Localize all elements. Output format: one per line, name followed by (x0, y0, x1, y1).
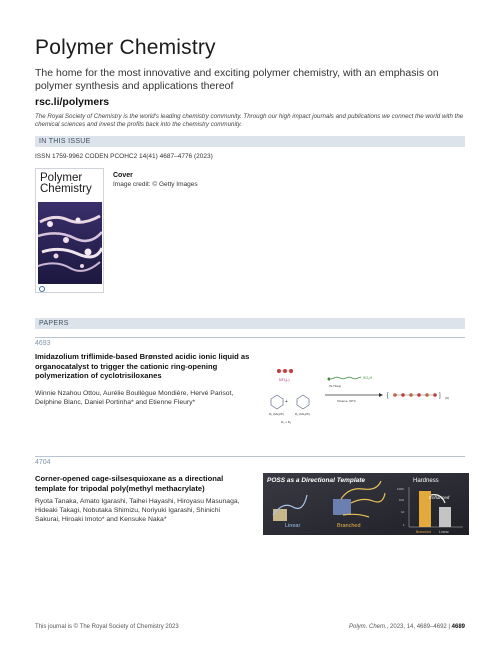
journal-tagline: The home for the most innovative and exciting polymer chemistry, with an emphasis on polymer synthesis and applications thereof (35, 67, 439, 92)
svg-text:D₃ + D₄: D₃ + D₄ (281, 420, 292, 424)
svg-text:Hardness: Hardness (413, 478, 439, 484)
paper-authors: Winnie Nzahou Ottou, Aurélie Boullègue Mondière, Hervé Parisot, Delphine Blanc, Daniel Portinha* and Etienne Fleury* (35, 390, 234, 406)
svg-text:Branched: Branched (416, 530, 431, 534)
journal-url-link[interactable]: rsc.li/polymers (35, 96, 110, 108)
svg-text:Toluene, 90°C: Toluene, 90°C (337, 399, 356, 403)
figure-heading: POSS as a Directional Template (267, 477, 366, 484)
issn-line: ISSN 1759-9962 CODEN PCOHC2 14(41) 4687–4776 (2023) (35, 153, 213, 160)
cover-thumbnail[interactable] (35, 168, 104, 293)
svg-text:Enhanced: Enhanced (429, 495, 450, 500)
papers-band: PAPERS (35, 318, 465, 329)
svg-text:D₄ (Me₂Ph): D₄ (Me₂Ph) (295, 412, 311, 416)
rsc-logo-icon (39, 286, 45, 292)
ionic-liquid-label: NTf₂(-) (279, 378, 290, 382)
svg-text:Branched: Branched (337, 523, 361, 529)
svg-text:1: 1 (403, 523, 405, 527)
svg-text:Linear: Linear (285, 523, 301, 529)
svg-text:SO₃H: SO₃H (363, 376, 373, 380)
paper-title-link[interactable]: Corner-opened cage-silsesquioxane as a directional template for tripodal poly(methyl methacrylate) (35, 474, 224, 493)
footer-copyright: This journal is © The Royal Society of Chemistry 2023 (35, 624, 179, 630)
paper-authors: Ryota Tanaka, Amato Igarashi, Taihei Hayashi, Hiroyasu Masunaga, Hideaki Takagi, Nobutaka Shimizu, Noriyuki Igarashi, Shinichi Sakurai, Hiroaki Imoto* and Kensuke Naka* (35, 498, 240, 523)
divider (35, 337, 465, 338)
monomer-d4 (295, 395, 310, 416)
page-number: 4689 (451, 624, 465, 630)
journal-title: Polymer Chemistry (35, 36, 216, 59)
bar-linear (439, 507, 451, 527)
rsc-about-text: The Royal Society of Chemistry is the world's leading chemistry community. Through our high impact journals and publications we connect the world with the chemical sciences and invest the profits back into the chemistry community. (35, 113, 464, 128)
cover-thumb-title: Polymer Chemistry (40, 172, 92, 195)
reaction-arrow (325, 393, 383, 403)
polysiloxane-product (387, 393, 449, 400)
svg-text:]: ] (439, 393, 441, 399)
cover-label: Cover (113, 172, 133, 179)
paper-page-number: 4693 (35, 340, 51, 347)
svg-text:D₃ (Me₂Ph): D₃ (Me₂Ph) (269, 412, 285, 416)
in-this-issue-band: IN THIS ISSUE (35, 136, 465, 147)
svg-text:+: + (285, 399, 288, 405)
catalyst-structure (328, 376, 373, 388)
footer-citation: Polym. Chem., 2023, 14, 4689–4692 | 4689 (349, 624, 465, 630)
paper-graphical-abstract (263, 365, 469, 427)
paper-page-number: 4704 (35, 459, 51, 466)
svg-text:1000: 1000 (397, 487, 404, 491)
ionic-liquid-structure (277, 369, 293, 382)
svg-text:[: [ (387, 393, 389, 399)
paper-title-link[interactable]: Imidazolium triflimide-based Brønsted acidic ionic liquid as organocatalyst to trigger the cationic ring-opening polymerization of cyclotrisiloxanes (35, 352, 250, 380)
monomer-d3 (269, 395, 284, 416)
svg-text:Linear: Linear (439, 530, 449, 534)
svg-text:(S): (S) (445, 396, 449, 400)
paper-graphical-abstract (263, 473, 469, 535)
svg-text:10: 10 (401, 510, 405, 514)
cover-credit: Image credit: © Getty Images (113, 181, 198, 188)
divider (35, 456, 465, 457)
svg-text:(S-TFeq): (S-TFeq) (329, 384, 341, 388)
svg-text:100: 100 (399, 498, 405, 502)
cover-image (38, 202, 102, 284)
